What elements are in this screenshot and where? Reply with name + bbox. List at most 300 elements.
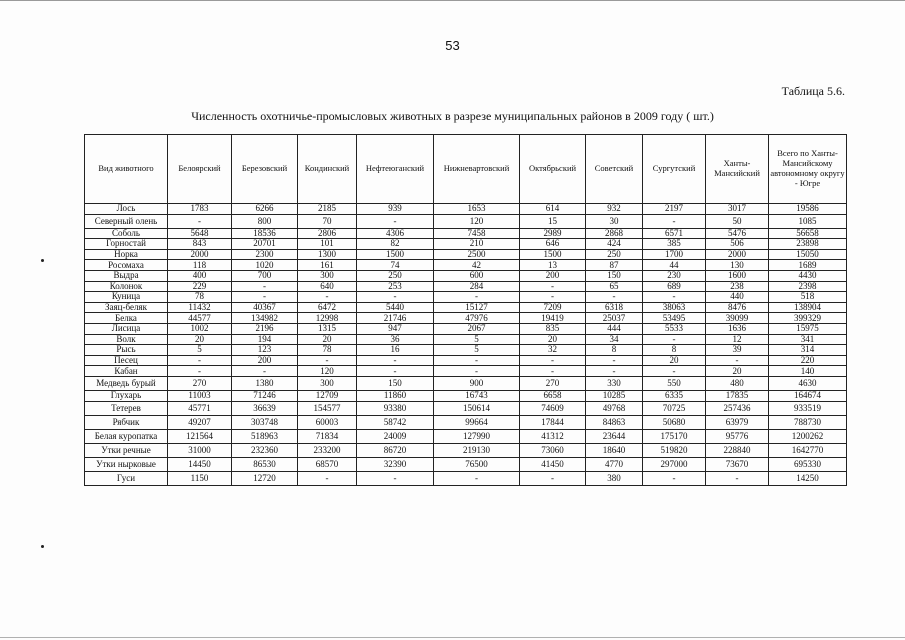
count-cell: 20 xyxy=(643,355,706,366)
count-cell: 900 xyxy=(434,376,520,390)
count-cell: 480 xyxy=(706,376,769,390)
count-cell: 32390 xyxy=(357,457,434,471)
count-cell: 3017 xyxy=(706,204,769,215)
count-cell: 2067 xyxy=(434,323,520,334)
count-cell: 4306 xyxy=(357,228,434,239)
count-cell: 15127 xyxy=(434,302,520,313)
count-cell: 25037 xyxy=(586,313,643,324)
count-cell: 12720 xyxy=(232,471,298,485)
count-cell: 400 xyxy=(168,270,232,281)
count-cell: 140 xyxy=(769,366,847,377)
count-cell: 695330 xyxy=(769,457,847,471)
column-header-district: Березовский xyxy=(232,135,298,204)
count-cell: 24009 xyxy=(357,429,434,443)
species-name-cell: Утки нырковые xyxy=(85,457,168,471)
species-name-cell: Глухарь xyxy=(85,390,168,401)
table-row xyxy=(85,334,847,345)
table-row xyxy=(85,239,847,250)
count-cell: 835 xyxy=(520,323,586,334)
species-name-cell: Белая куропатка xyxy=(85,429,168,443)
count-cell: 6658 xyxy=(520,390,586,401)
count-cell: 41450 xyxy=(520,457,586,471)
column-header-district: Октябрьский xyxy=(520,135,586,204)
count-cell: 932 xyxy=(586,204,643,215)
table-row xyxy=(85,355,847,366)
count-cell: 6335 xyxy=(643,390,706,401)
count-cell: 63979 xyxy=(706,415,769,429)
count-cell: 518963 xyxy=(232,429,298,443)
count-cell: 50680 xyxy=(643,415,706,429)
count-cell: 10285 xyxy=(586,390,643,401)
table-row xyxy=(85,345,847,356)
count-cell: 2185 xyxy=(298,204,357,215)
count-cell: 939 xyxy=(357,204,434,215)
count-cell: 86530 xyxy=(232,457,298,471)
count-cell: 150 xyxy=(357,376,434,390)
count-cell: 399329 xyxy=(769,313,847,324)
count-cell: 70 xyxy=(298,214,357,228)
count-cell: 1300 xyxy=(298,249,357,260)
count-cell: 36 xyxy=(357,334,434,345)
count-cell: 15050 xyxy=(769,249,847,260)
table-row xyxy=(85,401,847,415)
count-cell: 2806 xyxy=(298,228,357,239)
count-cell: - xyxy=(232,366,298,377)
count-cell: - xyxy=(168,366,232,377)
count-cell: 253 xyxy=(357,281,434,292)
count-cell: 45771 xyxy=(168,401,232,415)
count-cell: 20 xyxy=(520,334,586,345)
count-cell: - xyxy=(706,355,769,366)
count-cell: 19586 xyxy=(769,204,847,215)
count-cell: 380 xyxy=(586,471,643,485)
count-cell: 87 xyxy=(586,260,643,271)
count-cell: 18536 xyxy=(232,228,298,239)
table-row xyxy=(85,281,847,292)
count-cell: - xyxy=(643,471,706,485)
column-header-district: Нижневартовский xyxy=(434,135,520,204)
count-cell: 150 xyxy=(586,270,643,281)
count-cell: 947 xyxy=(357,323,434,334)
count-cell: 444 xyxy=(586,323,643,334)
count-cell: 74609 xyxy=(520,401,586,415)
count-cell: 23898 xyxy=(769,239,847,250)
count-cell: 788730 xyxy=(769,415,847,429)
count-cell: 65 xyxy=(586,281,643,292)
table-row xyxy=(85,214,847,228)
count-cell: 270 xyxy=(168,376,232,390)
count-cell: - xyxy=(520,471,586,485)
count-cell: 86720 xyxy=(357,443,434,457)
count-cell: 518 xyxy=(769,292,847,303)
table-row xyxy=(85,249,847,260)
table-row xyxy=(85,471,847,485)
count-cell: 60003 xyxy=(298,415,357,429)
count-cell: 4630 xyxy=(769,376,847,390)
count-cell: 15 xyxy=(520,214,586,228)
count-cell: 2000 xyxy=(706,249,769,260)
count-cell: 5476 xyxy=(706,228,769,239)
count-cell: 200 xyxy=(520,270,586,281)
table-body xyxy=(85,204,847,486)
count-cell: 121564 xyxy=(168,429,232,443)
count-cell: 16743 xyxy=(434,390,520,401)
column-header-district: Всего по Ханты-Мансийскому автономному округу - Югре xyxy=(769,135,847,204)
count-cell: - xyxy=(298,471,357,485)
count-cell: 1783 xyxy=(168,204,232,215)
count-cell: 1500 xyxy=(357,249,434,260)
count-cell: 36639 xyxy=(232,401,298,415)
count-cell: 300 xyxy=(298,270,357,281)
count-cell: 228840 xyxy=(706,443,769,457)
count-cell: 2500 xyxy=(434,249,520,260)
count-cell: 1020 xyxy=(232,260,298,271)
count-cell: 76500 xyxy=(434,457,520,471)
table-row xyxy=(85,457,847,471)
count-cell: 11003 xyxy=(168,390,232,401)
count-cell: 58742 xyxy=(357,415,434,429)
count-cell: 12709 xyxy=(298,390,357,401)
count-cell: 42 xyxy=(434,260,520,271)
table-row xyxy=(85,270,847,281)
scan-speck xyxy=(41,259,44,262)
count-cell: 2196 xyxy=(232,323,298,334)
count-cell: 2868 xyxy=(586,228,643,239)
count-cell: - xyxy=(434,366,520,377)
count-cell: 238 xyxy=(706,281,769,292)
count-cell: 11432 xyxy=(168,302,232,313)
count-cell: 2989 xyxy=(520,228,586,239)
count-cell: 74 xyxy=(357,260,434,271)
count-cell: 700 xyxy=(232,270,298,281)
count-cell: 30 xyxy=(586,214,643,228)
count-cell: 1700 xyxy=(643,249,706,260)
count-cell: 257436 xyxy=(706,401,769,415)
count-cell: 614 xyxy=(520,204,586,215)
count-cell: 1636 xyxy=(706,323,769,334)
page-number: 53 xyxy=(445,38,460,53)
count-cell: 17844 xyxy=(520,415,586,429)
count-cell: 34 xyxy=(586,334,643,345)
table-title: Численность охотничье-промысловых животных в разрезе муниципальных районов в 2009 году ( шт.) xyxy=(191,109,714,123)
count-cell: 20 xyxy=(298,334,357,345)
table-row xyxy=(85,390,847,401)
count-cell: - xyxy=(520,355,586,366)
species-name-cell: Лось xyxy=(85,204,168,215)
count-cell: 21746 xyxy=(357,313,434,324)
count-cell: 78 xyxy=(168,292,232,303)
count-cell: 154577 xyxy=(298,401,357,415)
count-cell: 219130 xyxy=(434,443,520,457)
species-name-cell: Куница xyxy=(85,292,168,303)
count-cell: 640 xyxy=(298,281,357,292)
table-row xyxy=(85,429,847,443)
species-name-cell: Утки речные xyxy=(85,443,168,457)
count-cell: 440 xyxy=(706,292,769,303)
count-cell: 49207 xyxy=(168,415,232,429)
count-cell: 127990 xyxy=(434,429,520,443)
count-cell: 250 xyxy=(357,270,434,281)
count-cell: 689 xyxy=(643,281,706,292)
table-row xyxy=(85,292,847,303)
species-name-cell: Волк xyxy=(85,334,168,345)
count-cell: 70725 xyxy=(643,401,706,415)
count-cell: 120 xyxy=(298,366,357,377)
count-cell: 71834 xyxy=(298,429,357,443)
count-cell: 7209 xyxy=(520,302,586,313)
count-cell: - xyxy=(357,471,434,485)
scan-top-edge xyxy=(0,0,905,1)
count-cell: 14450 xyxy=(168,457,232,471)
count-cell: 175170 xyxy=(643,429,706,443)
column-header-district: Кондинский xyxy=(298,135,357,204)
count-cell: 1085 xyxy=(769,214,847,228)
count-cell: 17835 xyxy=(706,390,769,401)
species-name-cell: Рябчик xyxy=(85,415,168,429)
count-cell: 47976 xyxy=(434,313,520,324)
count-cell: 5 xyxy=(434,334,520,345)
count-cell: 6571 xyxy=(643,228,706,239)
count-cell: 164674 xyxy=(769,390,847,401)
count-cell: - xyxy=(298,292,357,303)
count-cell: 93380 xyxy=(357,401,434,415)
count-cell: 314 xyxy=(769,345,847,356)
table-row xyxy=(85,302,847,313)
count-cell: - xyxy=(232,281,298,292)
count-cell: 44577 xyxy=(168,313,232,324)
count-cell: 53495 xyxy=(643,313,706,324)
species-name-cell: Колонок xyxy=(85,281,168,292)
count-cell: - xyxy=(357,366,434,377)
count-cell: - xyxy=(586,355,643,366)
count-cell: 250 xyxy=(586,249,643,260)
count-cell: 7458 xyxy=(434,228,520,239)
count-cell: 12 xyxy=(706,334,769,345)
count-cell: 200 xyxy=(232,355,298,366)
column-header-district: Белоярский xyxy=(168,135,232,204)
count-cell: - xyxy=(643,292,706,303)
count-cell: 385 xyxy=(643,239,706,250)
species-name-cell: Лисица xyxy=(85,323,168,334)
count-cell: 18640 xyxy=(586,443,643,457)
count-cell: 232360 xyxy=(232,443,298,457)
table-row xyxy=(85,415,847,429)
count-cell: 1150 xyxy=(168,471,232,485)
count-cell: 233200 xyxy=(298,443,357,457)
count-cell: 1600 xyxy=(706,270,769,281)
count-cell: 1380 xyxy=(232,376,298,390)
wildlife-count-table xyxy=(84,134,847,486)
count-cell: 71246 xyxy=(232,390,298,401)
count-cell: 161 xyxy=(298,260,357,271)
count-cell: - xyxy=(298,355,357,366)
species-name-cell: Гуси xyxy=(85,471,168,485)
count-cell: - xyxy=(586,366,643,377)
count-cell: 8 xyxy=(586,345,643,356)
count-cell: 220 xyxy=(769,355,847,366)
count-cell: 84863 xyxy=(586,415,643,429)
count-cell: 519820 xyxy=(643,443,706,457)
count-cell: 73670 xyxy=(706,457,769,471)
species-name-cell: Песец xyxy=(85,355,168,366)
table-row xyxy=(85,323,847,334)
count-cell: - xyxy=(434,292,520,303)
count-cell: 6472 xyxy=(298,302,357,313)
count-cell: 5 xyxy=(168,345,232,356)
count-cell: 300 xyxy=(298,376,357,390)
count-cell: 1642770 xyxy=(769,443,847,457)
count-cell: 40367 xyxy=(232,302,298,313)
count-cell: 2197 xyxy=(643,204,706,215)
count-cell: 1315 xyxy=(298,323,357,334)
count-cell: 297000 xyxy=(643,457,706,471)
count-cell: 2000 xyxy=(168,249,232,260)
count-cell: 5648 xyxy=(168,228,232,239)
count-cell: - xyxy=(643,334,706,345)
column-header-district: Сургутский xyxy=(643,135,706,204)
count-cell: 2398 xyxy=(769,281,847,292)
species-name-cell: Соболь xyxy=(85,228,168,239)
count-cell: 1653 xyxy=(434,204,520,215)
table-row xyxy=(85,260,847,271)
count-cell: 6266 xyxy=(232,204,298,215)
count-cell: 2300 xyxy=(232,249,298,260)
count-cell: 38063 xyxy=(643,302,706,313)
count-cell: 78 xyxy=(298,345,357,356)
species-name-cell: Заяц-беляк xyxy=(85,302,168,313)
count-cell: 210 xyxy=(434,239,520,250)
count-cell: 95776 xyxy=(706,429,769,443)
count-cell: 82 xyxy=(357,239,434,250)
count-cell: 101 xyxy=(298,239,357,250)
count-cell: 303748 xyxy=(232,415,298,429)
count-cell: 12998 xyxy=(298,313,357,324)
count-cell: 424 xyxy=(586,239,643,250)
count-cell: - xyxy=(434,355,520,366)
count-cell: 20 xyxy=(168,334,232,345)
count-cell: 130 xyxy=(706,260,769,271)
count-cell: 68570 xyxy=(298,457,357,471)
count-cell: - xyxy=(520,281,586,292)
count-cell: - xyxy=(520,366,586,377)
count-cell: - xyxy=(706,471,769,485)
count-cell: 49768 xyxy=(586,401,643,415)
table-number: Таблица 5.6. xyxy=(781,84,845,98)
column-header-district: Нефтеюганский xyxy=(357,135,434,204)
count-cell: 16 xyxy=(357,345,434,356)
count-cell: 39 xyxy=(706,345,769,356)
count-cell: 330 xyxy=(586,376,643,390)
column-header-district: Советский xyxy=(586,135,643,204)
count-cell: 646 xyxy=(520,239,586,250)
count-cell: 134982 xyxy=(232,313,298,324)
count-cell: 6318 xyxy=(586,302,643,313)
count-cell: 56658 xyxy=(769,228,847,239)
species-name-cell: Кабан xyxy=(85,366,168,377)
count-cell: 230 xyxy=(643,270,706,281)
count-cell: 44 xyxy=(643,260,706,271)
count-cell: - xyxy=(232,292,298,303)
count-cell: 194 xyxy=(232,334,298,345)
species-name-cell: Росомаха xyxy=(85,260,168,271)
scan-bottom-edge xyxy=(0,637,905,638)
species-name-cell: Медведь бурый xyxy=(85,376,168,390)
count-cell: 50 xyxy=(706,214,769,228)
count-cell: 20 xyxy=(706,366,769,377)
count-cell: 14250 xyxy=(769,471,847,485)
count-cell: 4770 xyxy=(586,457,643,471)
count-cell: 41312 xyxy=(520,429,586,443)
count-cell: 11860 xyxy=(357,390,434,401)
count-cell: 99664 xyxy=(434,415,520,429)
count-cell: 31000 xyxy=(168,443,232,457)
table-row xyxy=(85,443,847,457)
count-cell: 1002 xyxy=(168,323,232,334)
count-cell: 843 xyxy=(168,239,232,250)
table-row xyxy=(85,376,847,390)
count-cell: - xyxy=(434,471,520,485)
count-cell: - xyxy=(586,292,643,303)
count-cell: 506 xyxy=(706,239,769,250)
count-cell: 284 xyxy=(434,281,520,292)
count-cell: 229 xyxy=(168,281,232,292)
count-cell: 1689 xyxy=(769,260,847,271)
count-cell: - xyxy=(643,214,706,228)
species-name-cell: Тетерев xyxy=(85,401,168,415)
count-cell: - xyxy=(357,355,434,366)
count-cell: 32 xyxy=(520,345,586,356)
count-cell: 1200262 xyxy=(769,429,847,443)
scan-speck xyxy=(41,545,44,548)
count-cell: 20701 xyxy=(232,239,298,250)
count-cell: 123 xyxy=(232,345,298,356)
species-name-cell: Северный олень xyxy=(85,214,168,228)
count-cell: 15975 xyxy=(769,323,847,334)
table-row xyxy=(85,228,847,239)
count-cell: 118 xyxy=(168,260,232,271)
count-cell: 150614 xyxy=(434,401,520,415)
count-cell: 5533 xyxy=(643,323,706,334)
species-name-cell: Белка xyxy=(85,313,168,324)
count-cell: 550 xyxy=(643,376,706,390)
species-name-cell: Выдра xyxy=(85,270,168,281)
count-cell: 5 xyxy=(434,345,520,356)
count-cell: 800 xyxy=(232,214,298,228)
count-cell: 270 xyxy=(520,376,586,390)
species-name-cell: Рысь xyxy=(85,345,168,356)
count-cell: 13 xyxy=(520,260,586,271)
count-cell: 1500 xyxy=(520,249,586,260)
count-cell: - xyxy=(168,214,232,228)
count-cell: 8 xyxy=(643,345,706,356)
table-row xyxy=(85,313,847,324)
table-row xyxy=(85,204,847,215)
count-cell: 5440 xyxy=(357,302,434,313)
count-cell: - xyxy=(643,366,706,377)
table-row xyxy=(85,366,847,377)
species-name-cell: Горностай xyxy=(85,239,168,250)
count-cell: 4430 xyxy=(769,270,847,281)
count-cell: 39099 xyxy=(706,313,769,324)
count-cell: 8476 xyxy=(706,302,769,313)
count-cell: 120 xyxy=(434,214,520,228)
count-cell: - xyxy=(168,355,232,366)
count-cell: - xyxy=(357,214,434,228)
count-cell: 933519 xyxy=(769,401,847,415)
count-cell: - xyxy=(357,292,434,303)
count-cell: 600 xyxy=(434,270,520,281)
table-header-row xyxy=(85,135,847,204)
